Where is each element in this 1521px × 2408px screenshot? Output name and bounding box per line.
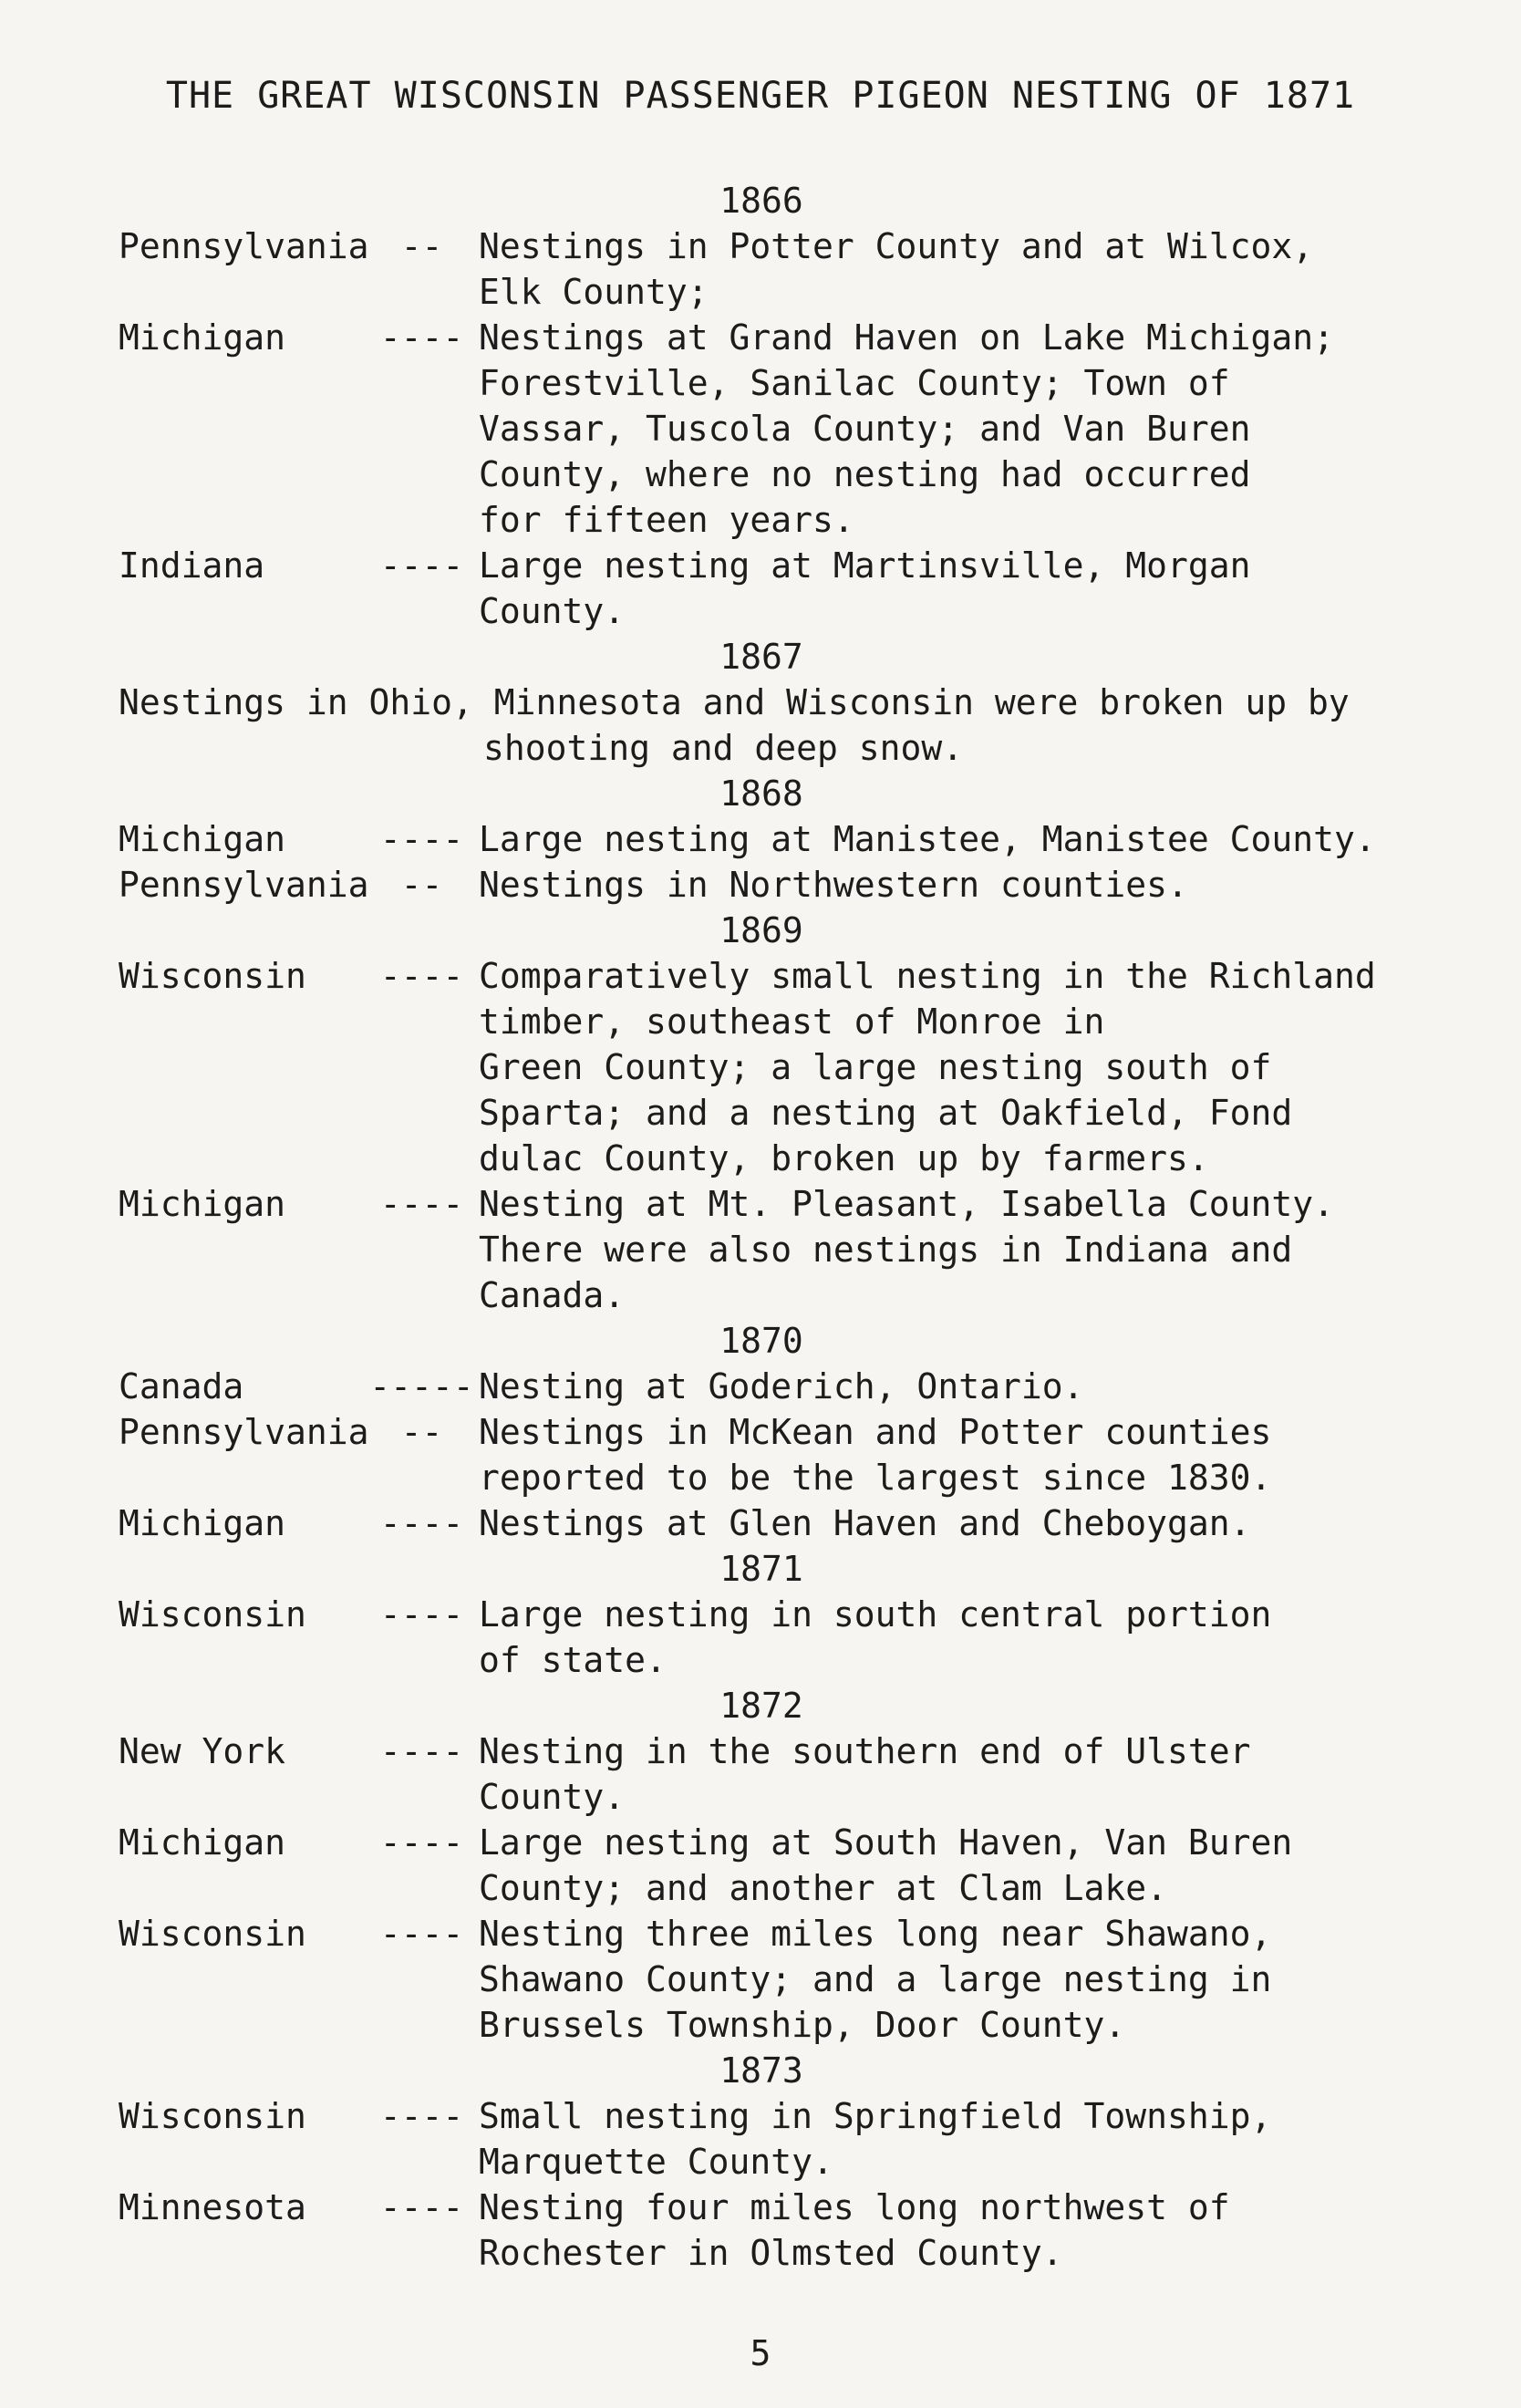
entry-state: Michigan (119, 1503, 286, 1543)
entry-state: Wisconsin (119, 2096, 306, 2136)
nesting-entry (119, 223, 1441, 315)
entry-dash: -- (400, 865, 443, 905)
nesting-entry (119, 543, 1441, 634)
entry-description: Large nesting at Martinsville, Morgan County. (479, 545, 1251, 631)
year-heading: 1866 (719, 181, 803, 221)
year-heading: 1872 (719, 1686, 803, 1726)
entry-description: Nesting in the southern end of Ulster County. (479, 1731, 1251, 1817)
year-heading: 1870 (719, 1321, 803, 1361)
year-summary-paragraph: Nestings in Ohio, Minnesota and Wisconsin were broken up by shooting and deep snow. (119, 682, 1350, 768)
entry-description: Nesting three miles long near Shawano, Shawano County; and a large nesting in Brussels Township, Door County. (479, 1914, 1272, 2045)
entry-state: Michigan (119, 819, 286, 859)
entry-description: Nestings at Grand Haven on Lake Michigan; Forestville, Sanilac County; Town of Vassar, Tuscola County; and Van Buren County, where no nesting had occurred for fifteen years. (479, 317, 1334, 540)
nesting-entry (119, 1409, 1441, 1500)
nesting-entry (119, 1500, 1441, 1546)
entry-dash: -- (400, 226, 443, 266)
entry-description: Nestings in Northwestern counties. (479, 865, 1188, 905)
entry-dash: ---- (379, 1914, 464, 1954)
entry-description: Large nesting in south central portion of state. (479, 1594, 1272, 1680)
year-heading: 1873 (719, 2050, 803, 2091)
entry-dash: ---- (379, 1822, 464, 1863)
year-heading: 1871 (719, 1549, 803, 1589)
entry-description: Small nesting in Springfield Township, Marquette County. (479, 2096, 1272, 2182)
nesting-entry (119, 953, 1441, 1181)
nesting-entry (119, 2093, 1441, 2185)
entry-description: Comparatively small nesting in the Richland timber, southeast of Monroe in Green County; a large nesting south of Sparta; and a nesting at Oakfield, Fond dulac County, broken up by farmers. (479, 956, 1376, 1178)
entry-state: Indiana (119, 545, 265, 586)
entry-dash: ---- (379, 1503, 464, 1543)
nesting-entry (119, 1728, 1441, 1820)
entry-dash: ---- (379, 545, 464, 586)
entry-state: Wisconsin (119, 956, 306, 996)
year-heading: 1867 (719, 637, 803, 677)
entry-dash: ---- (379, 1594, 464, 1635)
nesting-entry (119, 1364, 1441, 1409)
entry-state: Pennsylvania (119, 1412, 369, 1452)
entry-state: Minnesota (119, 2187, 306, 2227)
entry-dash: ---- (379, 2096, 464, 2136)
nesting-entry (119, 315, 1441, 543)
entry-dash: ---- (379, 956, 464, 996)
entry-description: Nesting at Mt. Pleasant, Isabella County. There were also nestings in Indiana and Canada. (479, 1184, 1334, 1315)
nesting-entry (119, 1911, 1441, 2048)
entry-state: Wisconsin (119, 1594, 306, 1635)
entry-state: Wisconsin (119, 1914, 306, 1954)
entry-state: New York (119, 1731, 286, 1771)
entry-dash: -- (400, 1412, 443, 1452)
entry-dash: ---- (379, 1184, 464, 1224)
entry-state: Michigan (119, 1184, 286, 1224)
entry-description: Nesting at Goderich, Ontario. (479, 1366, 1084, 1406)
nesting-entry (119, 1181, 1441, 1318)
entry-description: Large nesting at Manistee, Manistee County. (479, 819, 1376, 859)
entry-state: Michigan (119, 317, 286, 358)
page-title: THE GREAT WISCONSIN PASSENGER PIGEON NESTING OF 1871 (165, 75, 1356, 117)
page-number: 5 (750, 2333, 771, 2373)
entry-dash: ---- (379, 317, 464, 358)
entry-state: Pennsylvania (119, 865, 369, 905)
entry-description: Nestings in Potter County and at Wilcox, Elk County; (479, 226, 1314, 312)
entry-description: Large nesting at South Haven, Van Buren County; and another at Clam Lake. (479, 1822, 1293, 1908)
nesting-entry (119, 816, 1441, 862)
nesting-entry (119, 1820, 1441, 1911)
entry-state: Michigan (119, 1822, 286, 1863)
year-heading: 1868 (719, 773, 803, 814)
entry-description: Nestings in McKean and Potter counties reported to be the largest since 1830. (479, 1412, 1272, 1498)
nesting-entry (119, 2185, 1441, 2276)
entry-state: Canada (119, 1366, 244, 1406)
nesting-entry (119, 862, 1441, 908)
entry-dash: ---- (379, 819, 464, 859)
entry-description: Nestings at Glen Haven and Cheboygan. (479, 1503, 1251, 1543)
year-heading: 1869 (719, 910, 803, 950)
entry-state: Pennsylvania (119, 226, 369, 266)
entry-description: Nesting four miles long northwest of Rochester in Olmsted County. (479, 2187, 1230, 2273)
entry-dash: ---- (379, 1731, 464, 1771)
entry-dash: ---- (379, 2187, 464, 2227)
nesting-record-list (119, 178, 1441, 2276)
entry-dash: ----- (369, 1366, 474, 1406)
nesting-entry (119, 1592, 1441, 1683)
